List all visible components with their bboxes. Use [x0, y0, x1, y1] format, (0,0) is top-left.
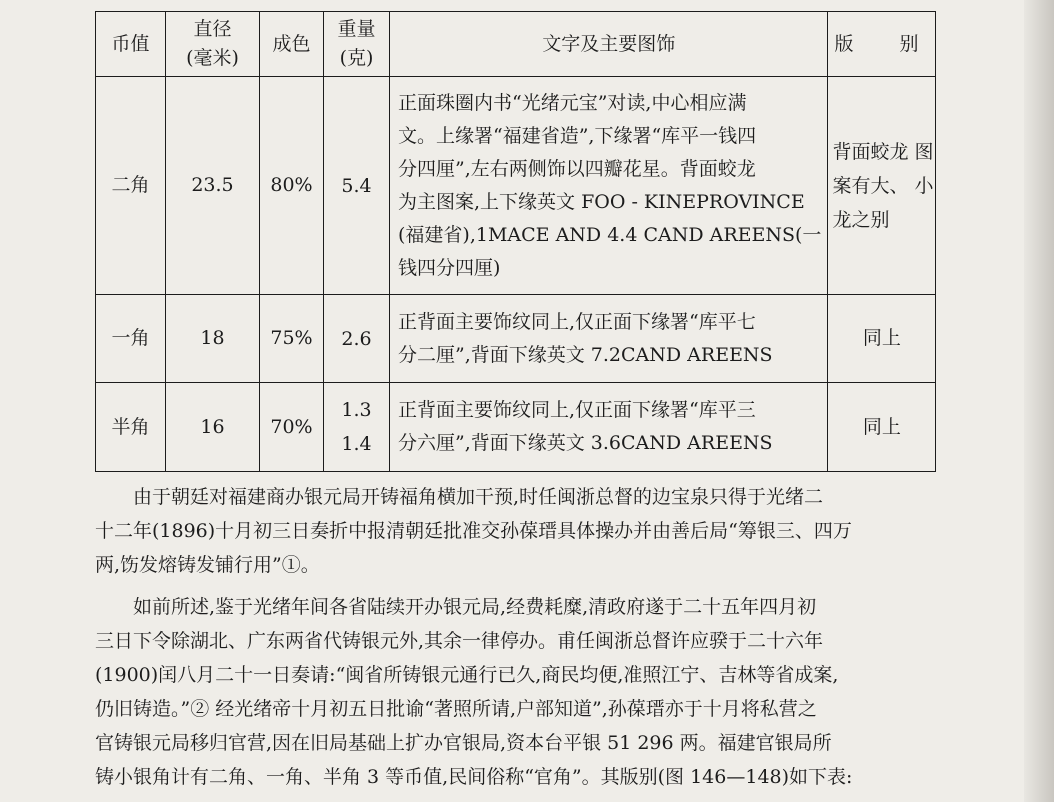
- cell-version: 背面蛟龙 图案有大、 小龙之别: [828, 77, 936, 295]
- cell-fineness: 70%: [260, 383, 324, 472]
- header-denomination: 币值: [96, 12, 166, 77]
- cell-description: 正面珠圈内书“光绪元宝”对读,中心相应满 文。上缘署“福建省造”,下缘署“库平一钱四 分四厘”,左右两侧饰以四瓣花星。背面蛟龙 为主图案,上下缘英文 FOO - KINEPROVINCE (福建省),1MACE AND 4.4 CAND AREENS(一 钱四分四厘): [390, 77, 828, 295]
- table-row: [96, 295, 936, 383]
- header-fineness: 成色: [260, 12, 324, 77]
- text-line: 官铸银元局移归官营,因在旧局基础上扩办官银局,资本台平银 51 296 两。福建官银局所: [95, 732, 832, 754]
- header-description: 文字及主要图饰: [390, 12, 828, 77]
- text-line: 两,饬发熔铸发铺行用”①。: [95, 554, 320, 576]
- text-line: 如前所述,鉴于光绪年间各省陆续开办银元局,经费耗糜,清政府遂于二十五年四月初: [95, 596, 817, 618]
- table-header-row: [96, 12, 936, 77]
- cell-denomination: 半角: [96, 383, 166, 472]
- header-version: 版 别: [828, 12, 936, 77]
- cell-version: 同上: [828, 295, 936, 383]
- header-weight: 重量 (克): [324, 12, 390, 77]
- cell-description: 正背面主要饰纹同上,仅正面下缘署“库平七 分二厘”,背面下缘英文 7.2CAND AREENS: [390, 295, 828, 383]
- text-line: 铸小银角计有二角、一角、半角 3 等币值,民间俗称“官角”。其版别(图 146—148)如下表:: [95, 766, 853, 788]
- page-edge-shadow: [1024, 0, 1054, 802]
- cell-description: 正背面主要饰纹同上,仅正面下缘署“库平三 分六厘”,背面下缘英文 3.6CAND AREENS: [390, 383, 828, 472]
- cell-diameter: 16: [166, 383, 260, 472]
- cell-weight: 5.4: [324, 77, 390, 295]
- coin-table: [95, 11, 936, 472]
- text-line: 十二年(1896)十月初三日奏折中报清朝廷批准交孙葆瑨具体操办并由善后局“筹银三、四万: [95, 520, 852, 542]
- paragraph: [95, 480, 955, 582]
- cell-diameter: 23.5: [166, 77, 260, 295]
- cell-version: 同上: [828, 383, 936, 472]
- paragraph: [95, 590, 955, 794]
- cell-diameter: 18: [166, 295, 260, 383]
- cell-weight: 2.6: [324, 295, 390, 383]
- header-diameter: 直径 (毫米): [166, 12, 260, 77]
- table-row: [96, 77, 936, 295]
- cell-denomination: 一角: [96, 295, 166, 383]
- cell-weight: 1.3 1.4: [324, 383, 390, 472]
- table-row: [96, 383, 936, 472]
- text-line: 由于朝廷对福建商办银元局开铸福角横加干预,时任闽浙总督的边宝泉只得于光绪二: [95, 486, 824, 508]
- text-line: (1900)闰八月二十一日奏请:“闽省所铸银元通行已久,商民均便,准照江宁、吉林等省成案,: [95, 664, 839, 686]
- text-line: 三日下令除湖北、广东两省代铸银元外,其余一律停办。甫任闽浙总督许应骙于二十六年: [95, 630, 824, 652]
- cell-fineness: 75%: [260, 295, 324, 383]
- text-line: 仍旧铸造。”② 经光绪帝十月初五日批谕“著照所请,户部知道”,孙葆瑨亦于十月将私营之: [95, 698, 817, 720]
- cell-fineness: 80%: [260, 77, 324, 295]
- cell-denomination: 二角: [96, 77, 166, 295]
